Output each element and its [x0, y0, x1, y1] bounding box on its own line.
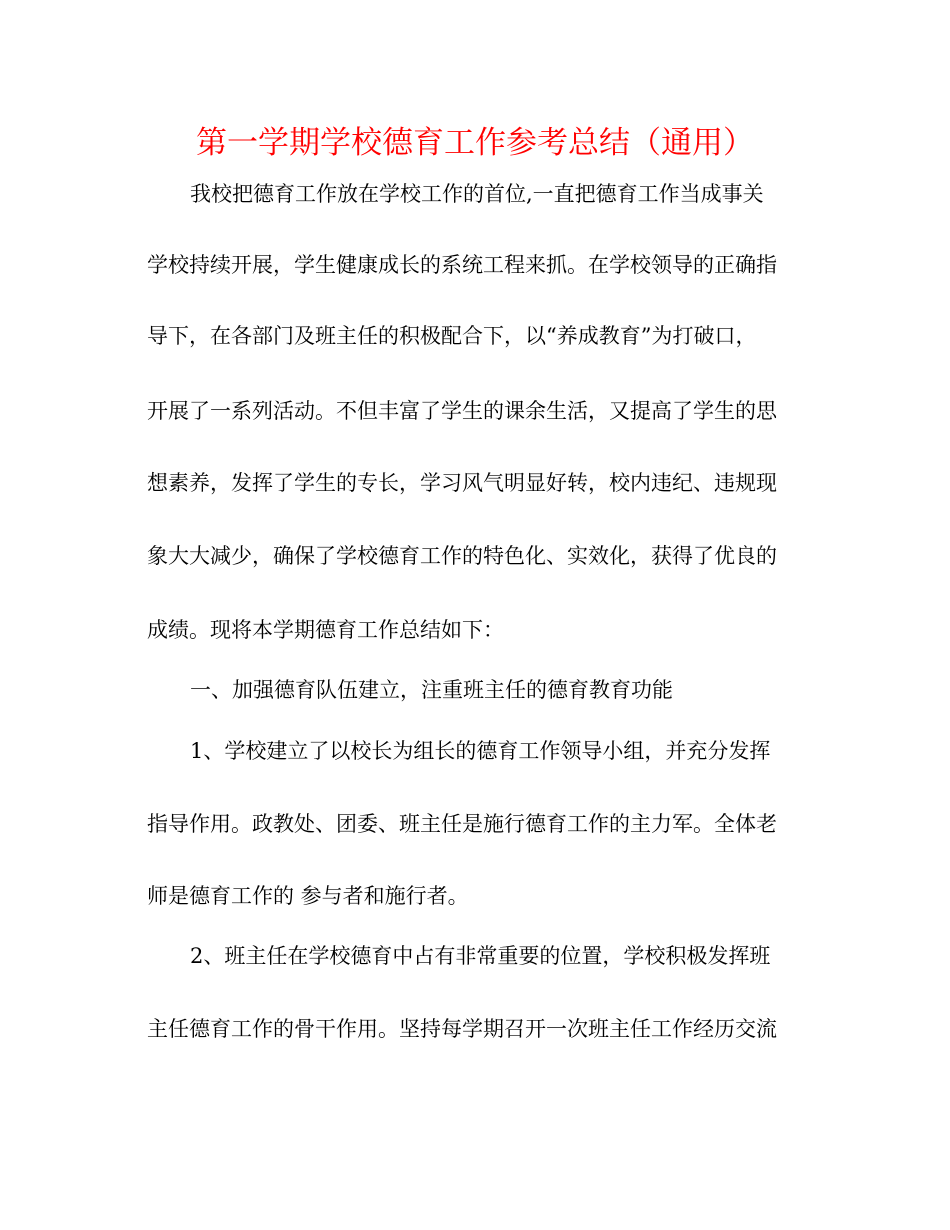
paragraph-line: 学校持续开展，学生健康成长的系统工程来抓。在学校领导的正确指 [147, 253, 777, 277]
paragraph-line: 导下，在各部门及班主任的积极配合下，以“养成教育”为打破口， [147, 324, 757, 348]
paragraph-line: 师是德育工作的 参与者和施行者。 [147, 884, 469, 908]
section-heading: 一、加强德育队伍建立，注重班主任的德育教育功能 [190, 678, 673, 702]
paragraph-line: 想素养，发挥了学生的专长，学习风气明显好转，校内违纪、违规现 [147, 471, 777, 495]
document-title: 第一学期学校德育工作参考总结（通用） [196, 125, 754, 161]
paragraph-line: 主任德育工作的骨干作用。坚持每学期召开一次班主任工作经历交流 [147, 1017, 777, 1041]
paragraph-line: 开展了一系列活动。不但丰富了学生的课余生活，又提高了学生的思 [147, 399, 777, 423]
paragraph-line: 指导作用。政教处、团委、班主任是施行德育工作的主力军。全体老 [147, 812, 777, 836]
paragraph-line: 成绩。现将本学期德育工作总结如下： [147, 618, 504, 642]
paragraph-line: 我校把德育工作放在学校工作的首位,一直把德育工作当成事关 [190, 182, 764, 206]
paragraph-line: 1、学校建立了以校长为组长的德育工作领导小组，并充分发挥 [190, 739, 771, 763]
paragraph-line: 象大大减少，确保了学校德育工作的特色化、实效化，获得了优良的 [147, 544, 777, 568]
paragraph-line: 2、班主任在学校德育中占有非常重要的位置，学校积极发挥班 [190, 944, 771, 968]
